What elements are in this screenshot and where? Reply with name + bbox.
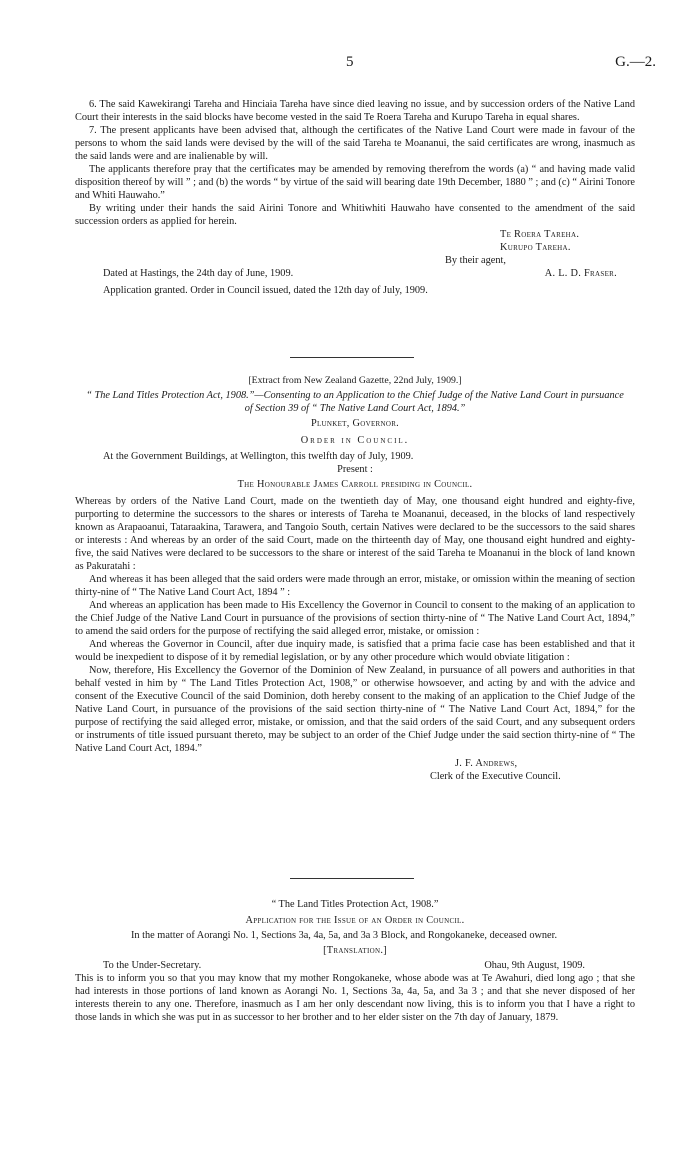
section-order-in-council: [75, 374, 635, 783]
order-heading: Order in Council.: [300, 435, 410, 446]
whereas-paragraph: Whereas by orders of the Native Land Court, made on the twentieth day of May, one thousand eight hundred and eighty-five, purporting to determine the successors to the shares or interests of Tareha te Moananui, deceased, in the blocks of land respectively known as Arapaoanui, Tataraakina, Tarawera, and Tangoio South, certain Natives were declared to be the successors to the said shares or interests : And whereas by an order of the said Court, made on the thirteenth day of May, one thousand eight hundred and eighty-five, the said Natives were declared to be successors to the share or interest of the said Tareha te Moananui in the block of land known as Pakuratahi :: [75, 496, 635, 572]
agent-name: A. L. D. Fraser.: [544, 268, 617, 279]
paragraph-6: 6. The said Kawekirangi Tareha and Hinciaia Tareha have since died leaving no issue, and by succession orders of the Native Land Court their interests in the said blocks have become vested in the said Te Roera Tareha and Kurupo Tareha in equal shares.: [75, 99, 635, 123]
page-number: 5: [346, 54, 354, 70]
presiding: The Honourable James Carroll presiding in Council.: [237, 479, 473, 490]
signatory-1: Te Roera Tareha.: [500, 229, 580, 240]
whereas-paragraph-4: And whereas the Governor in Council, after due inquiry made, is satisfied that a prima facie case has been established and that it would be inexpedient to dispose of it by remedial legislation, or by any other procedure which would obviate litigation :: [75, 639, 635, 663]
whereas-paragraph-3: And whereas an application has been made to His Excellency the Governor in Council to consent to the making of an application to the Chief Judge of the Native Land Court in pursuance of the provisions of section thirty-nine of “ The Native Land Court Act, 1894,” to amend the said orders for the purpose of rectifying the said alleged error, mistake, or omission :: [75, 600, 635, 637]
clerk-title: Clerk of the Executive Council.: [430, 771, 561, 782]
now-therefore-paragraph: Now, therefore, His Excellency the Governor of the Dominion of New Zealand, in pursuance of all powers and authorities in that behalf vested in him by “ The Land Titles Protection Act, 1908,” or otherwise howsoever, and acting by and with the advice and consent of the Executive Council of the said Dominion, doth hereby consent to the making of an application to the Chief Judge of the Native Land Court, in pursuance of the provisions of the said section thirty-nine of “ The Native Land Court Act, 1894,” for the purpose of rectifying the said alleged error, mistake, or omission, and that the said orders of the said Court, and any subsequent orders or instruments of title issued pursuant thereto, may be subject to an order of the Chief Judge under the said section thirty-nine of “ The Native Land Court Act, 1894.”: [75, 665, 635, 754]
application-granted: Application granted. Order in Council issued, dated the 12th day of July, 1909.: [103, 285, 428, 296]
application-title: Application for the Issue of an Order in Council.: [245, 915, 465, 926]
present: Present :: [337, 464, 373, 475]
section-petition: [75, 98, 635, 297]
section-application: [75, 898, 635, 1024]
clerk-name: J. F. Andrews,: [455, 758, 518, 769]
document-reference: G.—2.: [615, 54, 656, 70]
section-divider: [290, 357, 414, 358]
dated-line: Dated at Hastings, the 24th day of June, 1909.: [103, 268, 294, 279]
whereas-paragraph-2: And whereas it has been alleged that the said orders were made through an error, mistake, or omission within the meaning of section thirty-nine of “ The Native Land Court Act, 1894 ” :: [75, 574, 635, 598]
addressee: To the Under-Secretary.: [103, 960, 202, 971]
gazette-extract: [Extract from New Zealand Gazette, 22nd July, 1909.]: [248, 375, 462, 386]
governor: Plunket, Governor.: [310, 418, 400, 429]
act-title: “ The Land Titles Protection Act, 1908.”: [271, 899, 439, 910]
matter: In the matter of Aorangi No. 1, Sections 3a, 4a, 5a, and 3a 3 Block, and Rongokaneke, deceased owner.: [131, 930, 558, 941]
order-title: “ The Land Titles Protection Act, 1908.”—Consenting to an Application to the Chief Judge of the Native Land Court in pursuance of Section 39 of “ The Native Land Court Act, 1894.”: [86, 390, 624, 414]
signatory-2: Kurupo Tareha.: [500, 242, 571, 253]
section-divider-2: [290, 878, 414, 879]
paragraph-consent: By writing under their hands the said Airini Tonore and Whitiwhiti Hauwaho have consented to the amendment of the said succession orders as applied for herein.: [75, 203, 635, 227]
by-agent: By their agent,: [445, 255, 506, 266]
place-date: Ohau, 9th August, 1909.: [484, 960, 585, 971]
paragraph-prayer: The applicants therefore pray that the certificates may be amended by removing therefrom the words (a) “ and having made valid disposition thereof by will ” ; and (b) the words “ by virtue of the said will bearing date 19th December, 1880 ” ; and (c) “ Airini Tonore and Whiti Hauwaho.”: [75, 164, 635, 201]
government-buildings: At the Government Buildings, at Wellington, this twelfth day of July, 1909.: [103, 451, 414, 462]
application-body: This is to inform you so that you may know that my mother Rongokaneke, whose abode was at Te Awahuri, died long ago ; that she had interests in those portions of land known as Aorangi No. 1, Sections 3a, 4a, 5a, and 3a 3 ; and that she never disposed of her interests therein to any one. Therefore, inasmuch as I am her only descendant now living, this is to inform you that I have a right to those lands in which she was put in as successor to her brother and to her elder sister on the 7th day of January, 1879.: [75, 973, 635, 1023]
translation-label: [Translation.]: [323, 945, 387, 956]
paragraph-7: 7. The present applicants have been advised that, although the certificates of the Native Land Court were made in favour of the persons to whom the said lands were devised by the will of the said Tareha te Moananui, the said certificates are wrong, inasmuch as the said lands were and are inalienable by will.: [75, 125, 635, 162]
